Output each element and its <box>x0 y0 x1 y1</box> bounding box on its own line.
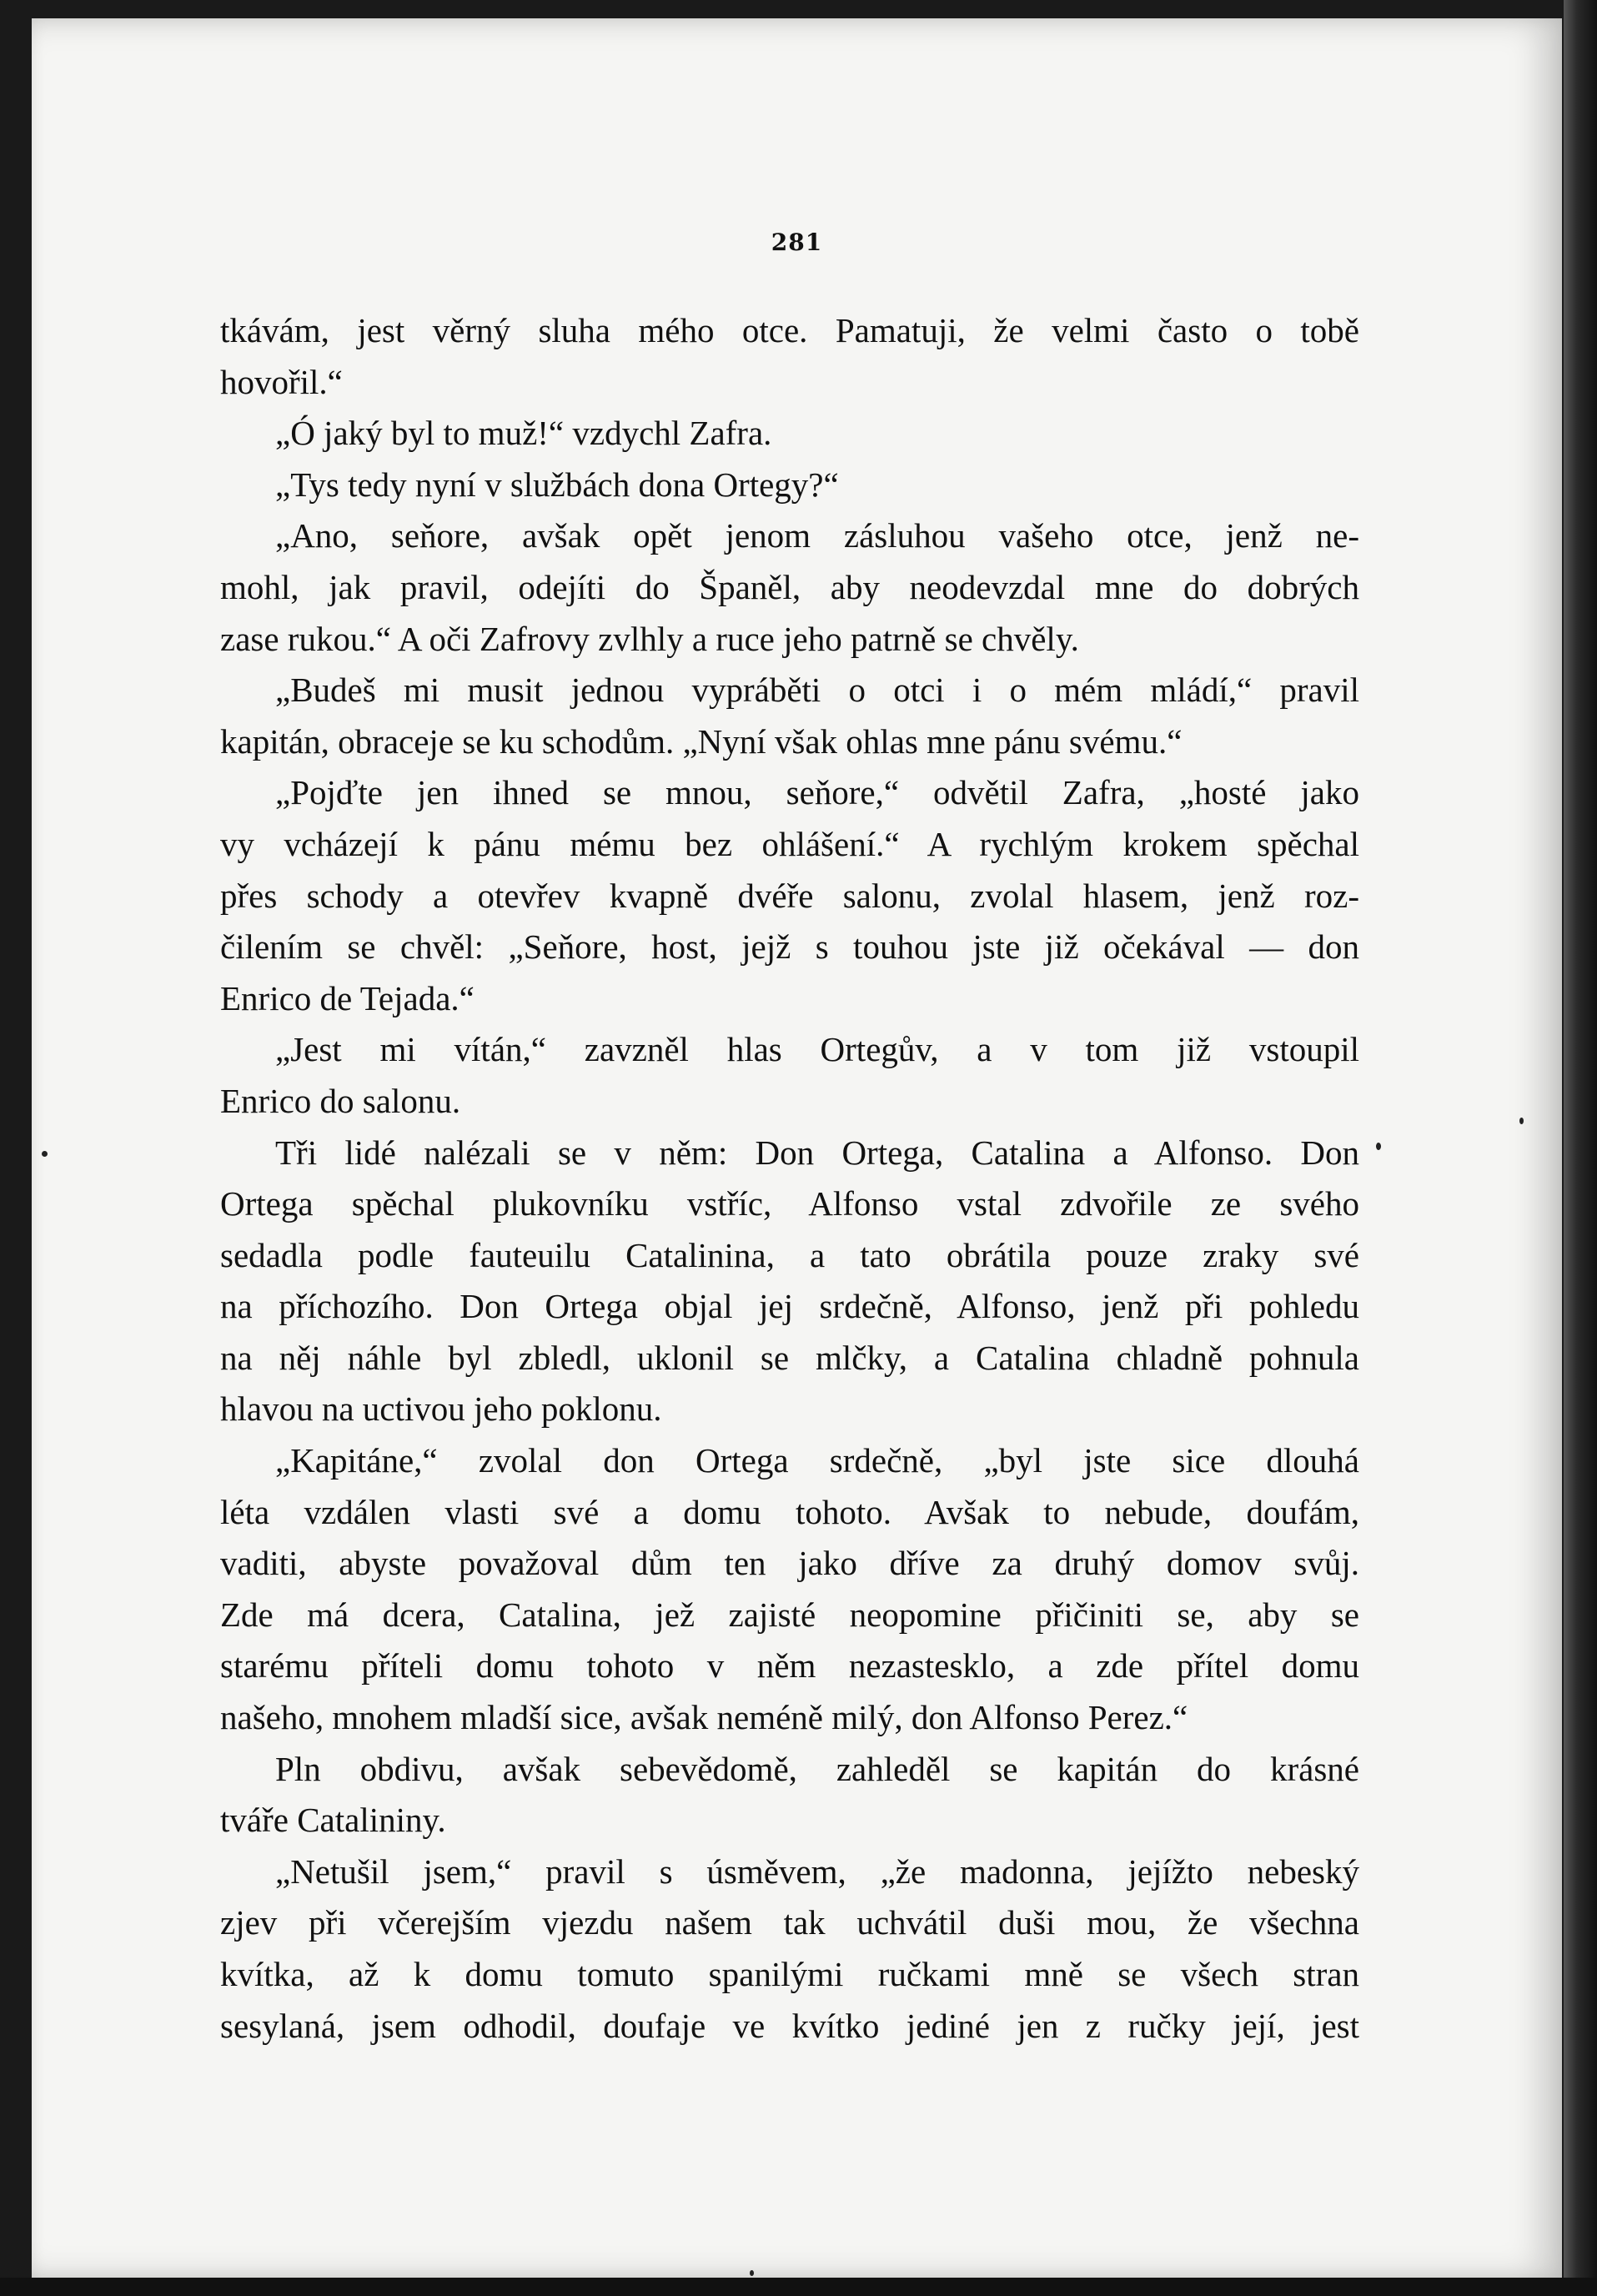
text-line: na něj náhle byl zbledl, uklonil se mlčky, a Catalina chladně pohnula <box>220 1338 1359 1377</box>
scan-edge-bottom <box>0 2278 1597 2296</box>
margin-speck <box>1376 1143 1381 1150</box>
text-line: „Netušil jsem,“ pravil s úsměvem, „že madonna, jejížto nebeský <box>275 1851 1359 1891</box>
text-line: Zde má dcera, Catalina, jež zajisté neopomine přičiniti se, aby se <box>220 1595 1359 1634</box>
text-line: „Tys tedy nyní v službách dona Ortegy?“ <box>275 465 839 504</box>
text-line: „Pojďte jen ihned se mnou, seňore,“ odvětil Zafra, „hosté jako <box>275 773 1359 812</box>
scan-edge-right <box>1564 0 1597 2296</box>
margin-speck <box>750 2270 754 2276</box>
body-text <box>220 305 1359 2052</box>
text-line: Pln obdivu, avšak sebevědomě, zahleděl se kapitán do krásné <box>275 1749 1359 1788</box>
text-line: Ortega spěchal plukovníku vstříc, Alfonso vstal zdvořile ze svého <box>220 1184 1359 1223</box>
page-number: 281 <box>771 229 823 256</box>
text-line: sedadla podle fauteuilu Catalinina, a tato obrátila pouze zraky své <box>220 1235 1359 1274</box>
text-line: sesylaná, jsem odhodil, doufaje ve kvítko jediné jen z ručky její, jest <box>220 2006 1359 2045</box>
text-line: mohl, jak pravil, odejíti do Španěl, aby neodevzdal mne do dobrých <box>220 567 1359 606</box>
text-line: tváře Catalininy. <box>220 1801 446 1840</box>
text-line: starému příteli domu tohoto v něm nezastesklo, a zde přítel domu <box>220 1646 1359 1686</box>
text-line: „Jest mi vítán,“ zavzněl hlas Ortegův, a v tom již vstoupil <box>275 1030 1359 1069</box>
text-line: hovořil.“ <box>220 362 343 401</box>
text-line: zjev při včerejším vjezdu našem tak uchvátil duši mou, že všechna <box>220 1903 1359 1942</box>
text-line: čilením se chvěl: „Seňore, host, jejž s touhou jste již očekával — don <box>220 927 1359 967</box>
text-line: „Ó jaký byl to muž!“ vzdychl Zafra. <box>275 414 772 453</box>
text-line: vaditi, abyste považoval dům ten jako dříve za druhý domov svůj. <box>220 1544 1359 1583</box>
margin-speck <box>1519 1118 1524 1124</box>
text-line: léta vzdálen vlasti své a domu tohoto. Avšak to nebude, doufám, <box>220 1492 1359 1531</box>
text-line: zase rukou.“ A oči Zafrovy zvlhly a ruce jeho patrně se chvěly. <box>220 619 1079 658</box>
book-page <box>32 18 1562 2278</box>
text-line: na příchozího. Don Ortega objal jej srdečně, Alfonso, jenž při pohledu <box>220 1287 1359 1326</box>
text-line: Tři lidé nalézali se v něm: Don Ortega, Catalina a Alfonso. Don <box>275 1133 1359 1172</box>
margin-speck <box>42 1151 48 1157</box>
text-line: „Kapitáne,“ zvolal don Ortega srdečně, „byl jste sice dlouhá <box>275 1441 1359 1480</box>
text-line: přes schody a otevřev kvapně dvéře salonu, zvolal hlasem, jenž roz- <box>220 876 1359 915</box>
text-line: hlavou na uctivou jeho poklonu. <box>220 1389 662 1429</box>
text-line: kvítka, až k domu tomuto spanilými ručkami mně se všech stran <box>220 1955 1359 1993</box>
text-line: našeho, mnohem mladší sice, avšak neméně milý, don Alfonso Perez.“ <box>220 1698 1188 1737</box>
text-line: Enrico do salonu. <box>220 1081 461 1120</box>
text-line: „Budeš mi musit jednou vypráběti o otci i o mém mládí,“ pravil <box>275 671 1359 710</box>
text-line: tkávám, jest věrný sluha mého otce. Pamatuji, že velmi často o tobě <box>220 311 1359 349</box>
text-line: „Ano, seňore, avšak opět jenom zásluhou vašeho otce, jenž ne- <box>275 516 1359 555</box>
text-line: kapitán, obraceje se ku schodům. „Nyní však ohlas mne pánu svému.“ <box>220 721 1183 761</box>
text-line: Enrico de Tejada.“ <box>220 978 475 1017</box>
text-line: vy vcházejí k pánu mému bez ohlášení.“ A rychlým krokem spěchal <box>220 824 1359 863</box>
